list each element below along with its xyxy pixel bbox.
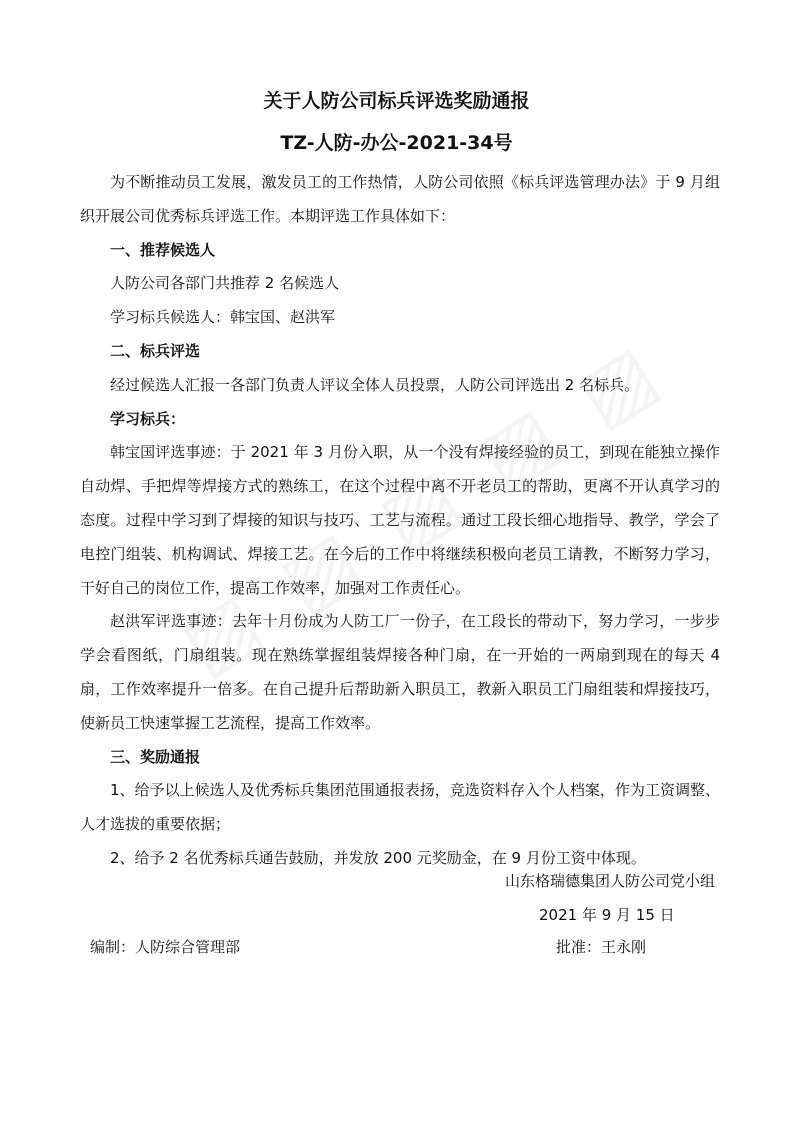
reward-item-1: 1、给予以上候选人及优秀标兵集团范围通报表扬，竞选资料存入个人档案，作为工资调整、人才选拔的重要依据； bbox=[80, 781, 720, 834]
nominee-count-line: 人防公司各部门共推荐 2 名候选人 bbox=[110, 274, 340, 293]
approved-by: 批准：王永刚 bbox=[556, 938, 647, 956]
nominee-names-line: 学习标兵候选人：韩宝国、赵洪军 bbox=[110, 308, 336, 327]
deed-paragraph-zhao: 赵洪军评选事迹：去年十月份成为人防工厂一份子，在工段长的带动下，努力学习，一步步学会看图纸，门扇组装。现在熟练掌握组装焊接各种门扇，在一开始的一两扇到现在的每天 4 扇，工作效率提升一倍多。在自己提升后帮助新入职员工，教新入职员工门扇组装和焊接技巧，使新员工快速掌握工艺流程，提高工作效率。 bbox=[80, 612, 720, 732]
document-title: 关于人防公司标兵评选奖励通报 bbox=[263, 90, 530, 112]
reward-item-2: 2、给予 2 名优秀标兵通告鼓励，并发放 200 元奖励金，在 9 月份工资中体现。 bbox=[110, 848, 646, 867]
compiled-by: 编制：人防综合管理部 bbox=[90, 938, 241, 956]
deed-paragraph-han: 韩宝国评选事迹：于 2021 年 3 月份入职，从一个没有焊接经验的员工，到现在能独立操作自动焊、手把焊等焊接方式的熟练工，在这个过程中离不开老员工的帮助，更离不开认真学习的态度。过程中学习到了焊接的知识与技巧、工艺与流程。通过工段长细心地指导、教学，学会了电控门组装、机构调试、焊接工艺。在今后的工作中将继续积极向老员工请教，不断努力学习，干好自己的岗位工作，提高工作效率，加强对工作责任心。 bbox=[80, 443, 720, 597]
subheading-learning-model: 学习标兵： bbox=[110, 409, 186, 428]
section-heading-nominees: 一、推荐候选人 bbox=[110, 240, 216, 259]
signature-organization: 山东格瑞德集团人防公司党小组 bbox=[504, 872, 715, 890]
intro-paragraph: 为不断推动员工发展，激发员工的工作热情，人防公司依照《标兵评选管理办法》于 9 月组织开展公司优秀标兵评选工作。本期评选工作具体如下： bbox=[80, 173, 720, 225]
signature-date: 2021 年 9 月 15 日 bbox=[539, 906, 675, 924]
section-heading-reward: 三、奖励通报 bbox=[110, 747, 201, 766]
document-number: TZ-人防-办公-2021-34号 bbox=[280, 132, 513, 154]
document-body bbox=[80, 166, 720, 876]
selection-result-line: 经过候选人汇报一各部门负责人评议全体人员投票，人防公司评选出 2 名标兵。 bbox=[110, 375, 640, 394]
section-heading-selection: 二、标兵评选 bbox=[110, 341, 201, 360]
